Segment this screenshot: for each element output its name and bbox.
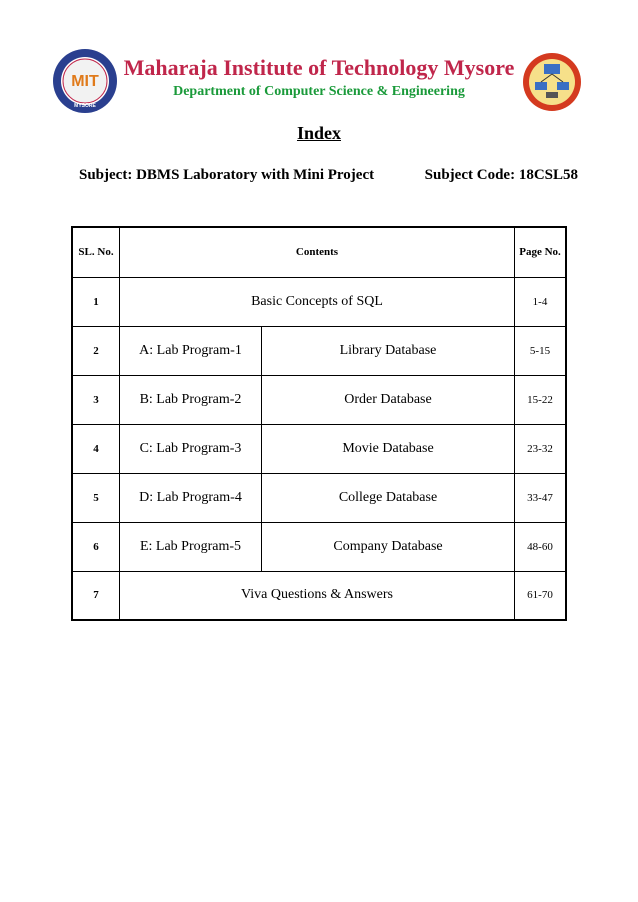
index-table bbox=[71, 226, 567, 621]
table-row bbox=[72, 277, 566, 326]
row-page: 61-70 bbox=[515, 571, 567, 620]
row-page: 1-4 bbox=[515, 277, 567, 326]
header-page: Page No. bbox=[515, 227, 567, 277]
table-row bbox=[72, 571, 566, 620]
subject-label: Subject: DBMS Laboratory with Mini Project bbox=[79, 167, 375, 183]
row-database: Company Database bbox=[262, 522, 515, 571]
table-row bbox=[72, 473, 566, 522]
row-title: Basic Concepts of SQL bbox=[120, 277, 515, 326]
row-program: C: Lab Program-3 bbox=[120, 424, 262, 473]
svg-text:MIT: MIT bbox=[71, 73, 99, 90]
row-program: A: Lab Program-1 bbox=[120, 326, 262, 375]
row-program: B: Lab Program-2 bbox=[120, 375, 262, 424]
row-sl: 5 bbox=[72, 473, 120, 522]
row-page: 23-32 bbox=[515, 424, 567, 473]
row-program: E: Lab Program-5 bbox=[120, 522, 262, 571]
row-page: 48-60 bbox=[515, 522, 567, 571]
row-sl: 7 bbox=[72, 571, 120, 620]
row-page: 15-22 bbox=[515, 375, 567, 424]
row-page: 33-47 bbox=[515, 473, 567, 522]
institute-name: Maharaja Institute of Technology Mysore bbox=[123, 55, 515, 80]
table-header-row bbox=[72, 227, 566, 277]
table-row bbox=[72, 326, 566, 375]
row-sl: 3 bbox=[72, 375, 120, 424]
row-program: D: Lab Program-4 bbox=[120, 473, 262, 522]
subject-code-label: Subject Code: 18CSL58 bbox=[424, 167, 578, 183]
row-page: 5-15 bbox=[515, 326, 567, 375]
row-title: Viva Questions & Answers bbox=[120, 571, 515, 620]
page-title: Index bbox=[296, 123, 341, 143]
row-database: Movie Database bbox=[262, 424, 515, 473]
table-row bbox=[72, 424, 566, 473]
row-sl: 6 bbox=[72, 522, 120, 571]
row-database: College Database bbox=[262, 473, 515, 522]
table-row bbox=[72, 522, 566, 571]
department-name: Department of Computer Science & Engineering bbox=[173, 84, 465, 99]
header-sl: SL. No. bbox=[72, 227, 120, 277]
row-database: Library Database bbox=[262, 326, 515, 375]
svg-text:MYSORE: MYSORE bbox=[74, 103, 96, 109]
header-contents: Contents bbox=[120, 227, 515, 277]
row-database: Order Database bbox=[262, 375, 515, 424]
header bbox=[0, 0, 638, 120]
row-sl: 2 bbox=[72, 326, 120, 375]
row-sl: 1 bbox=[72, 277, 120, 326]
row-sl: 4 bbox=[72, 424, 120, 473]
table-row bbox=[72, 375, 566, 424]
